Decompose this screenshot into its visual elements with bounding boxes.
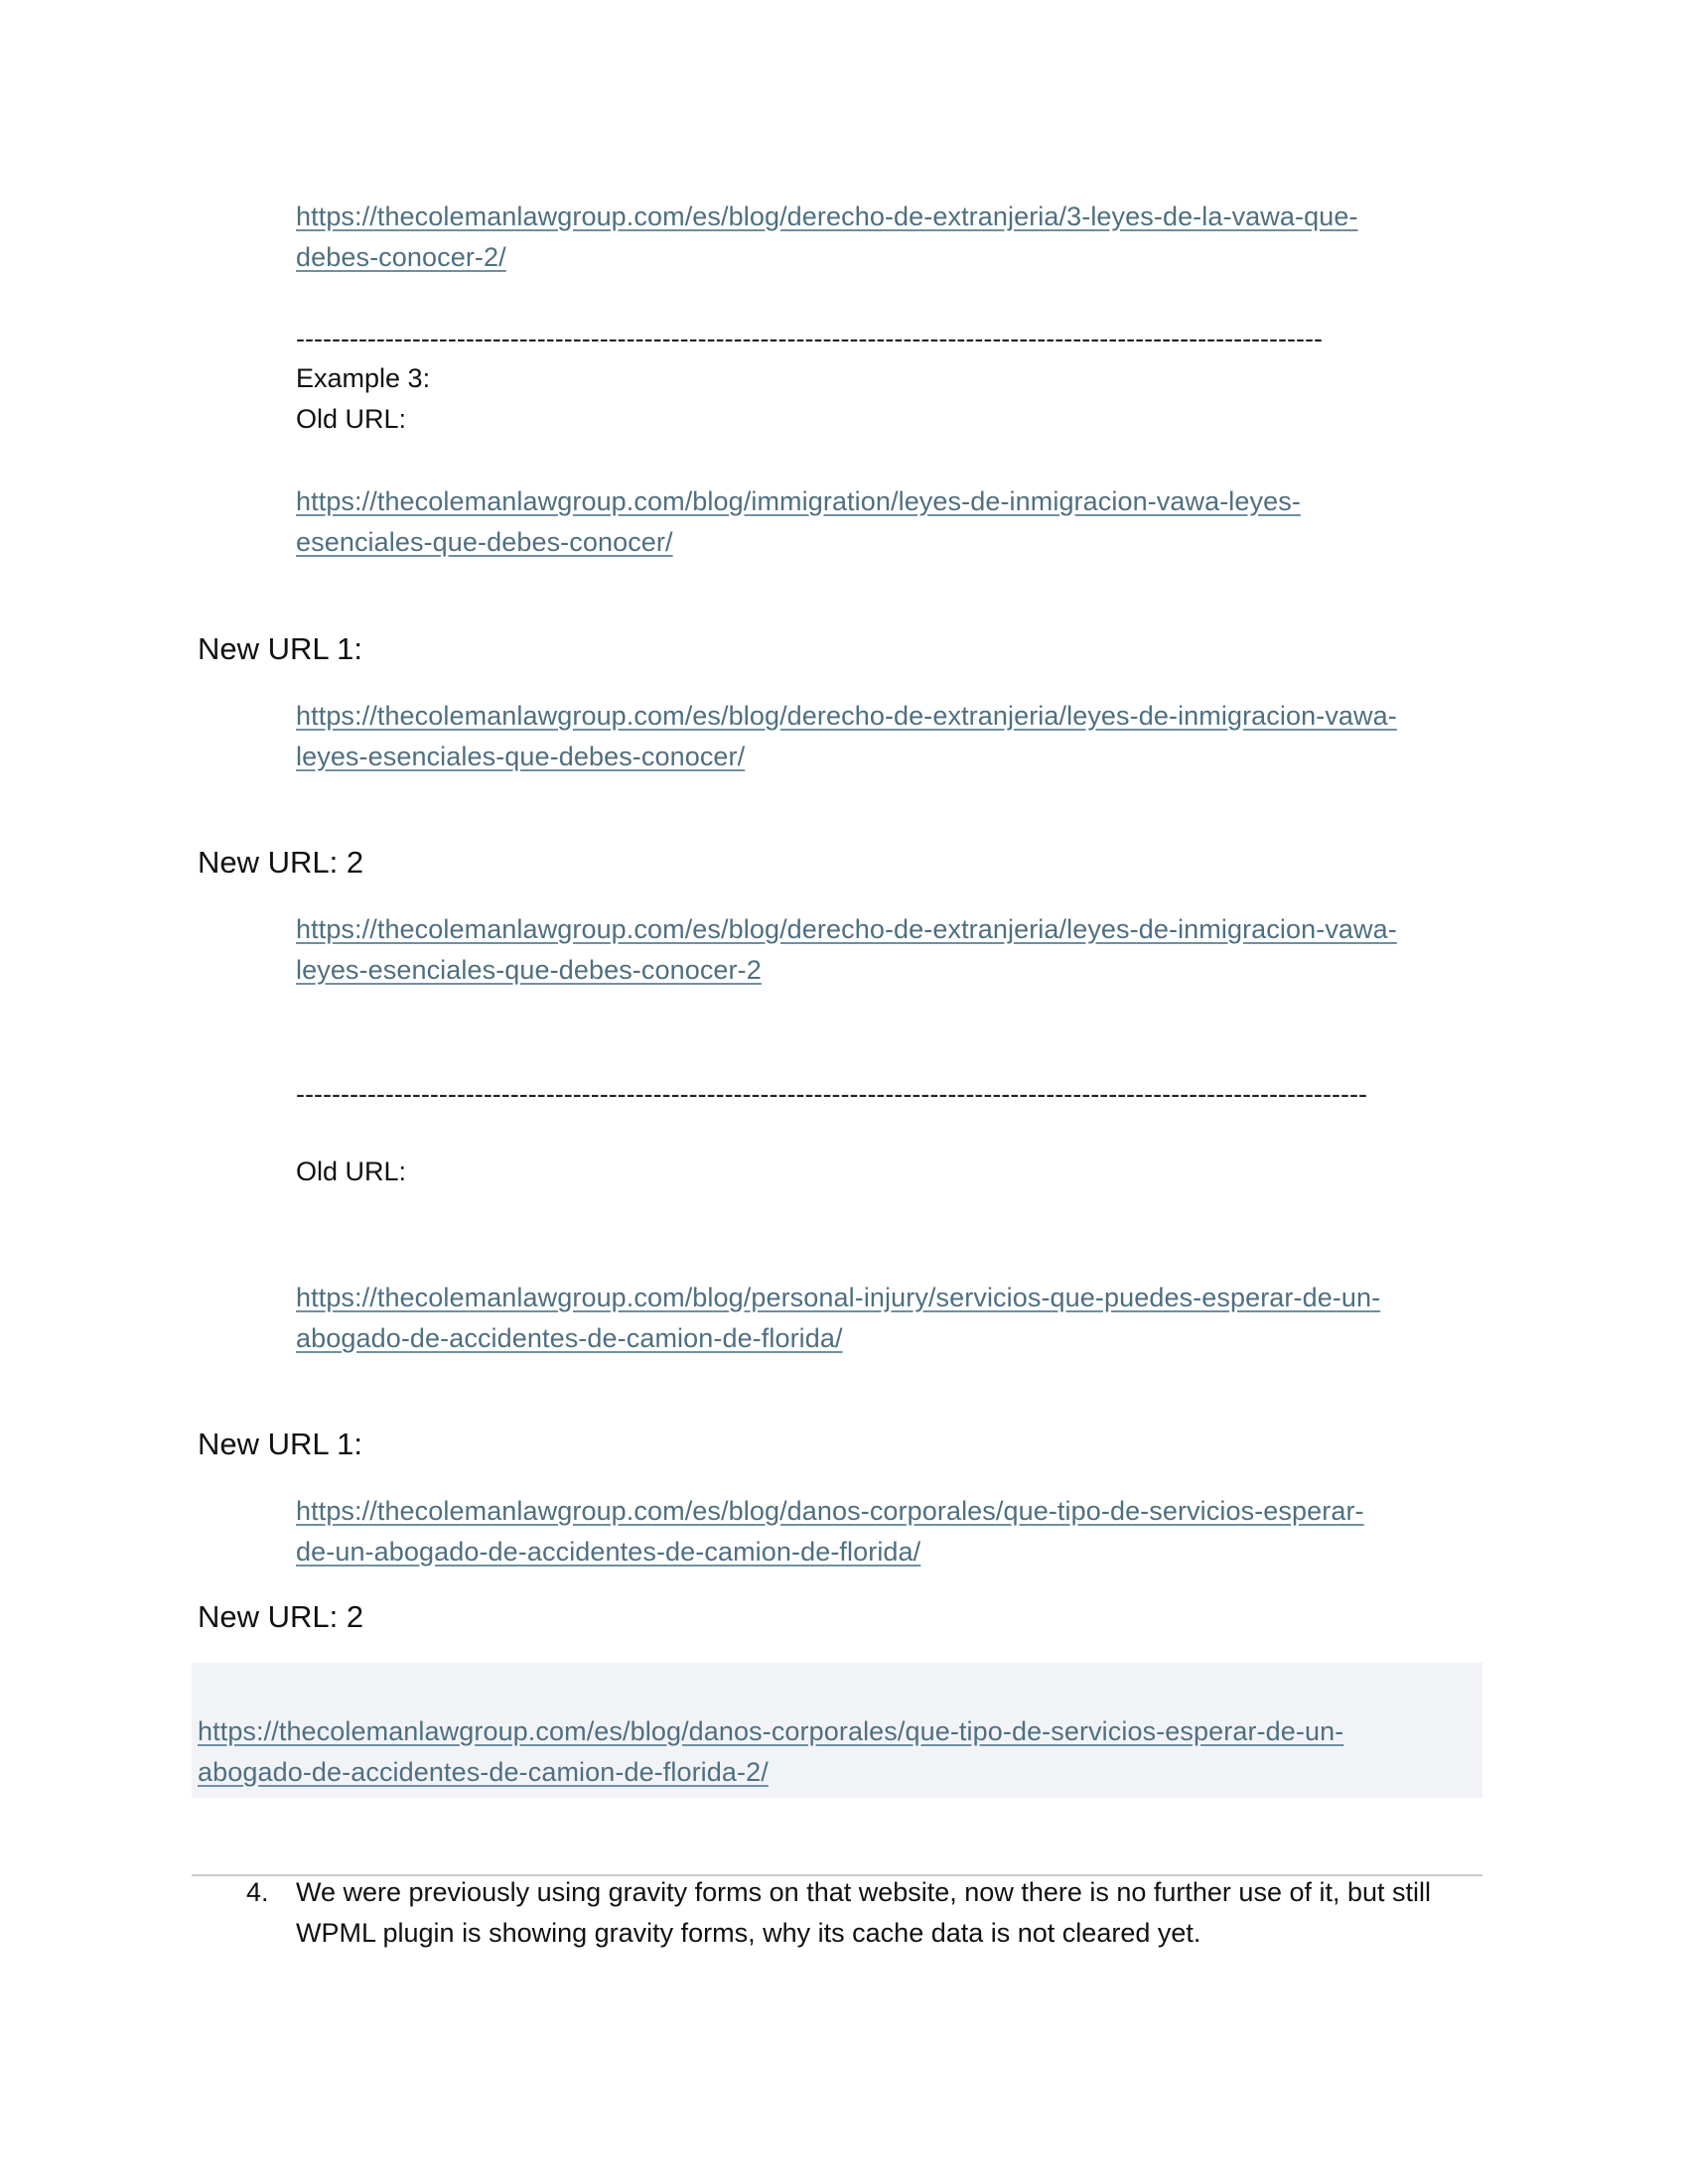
- example-4-new-url-2-line1[interactable]: https://thecolemanlawgroup.com/es/blog/danos-corporales/que-tipo-de-servicios-esperar-de-un-: [198, 1716, 1344, 1746]
- example-3-old-url-label: Old URL:: [296, 404, 407, 434]
- example-4-new-url-2-link[interactable]: [198, 1711, 1343, 1793]
- example-3-old-url-line2[interactable]: esenciales-que-debes-conocer/: [296, 527, 673, 557]
- list-item-text: [296, 1872, 1431, 1954]
- example-3-old-url-link[interactable]: [296, 481, 1301, 563]
- example-4-old-url-line1[interactable]: https://thecolemanlawgroup.com/blog/personal-injury/servicios-que-puedes-esperar-de-un-: [296, 1283, 1381, 1312]
- example-3-new-url-1-link[interactable]: [296, 696, 1397, 777]
- example-4-new-url-1-label: New URL 1:: [198, 1427, 362, 1461]
- example-4-new-url-1-line2[interactable]: de-un-abogado-de-accidentes-de-camion-de-florida/: [296, 1537, 921, 1567]
- example-3-new-url-1-line2[interactable]: leyes-esenciales-que-debes-conocer/: [296, 742, 746, 771]
- example-3-new-url-1-label: New URL 1:: [198, 631, 362, 666]
- example-4-new-url-2-line2[interactable]: abogado-de-accidentes-de-camion-de-florida-2/: [198, 1757, 769, 1787]
- example-3-old-url-line1[interactable]: https://thecolemanlawgroup.com/blog/immigration/leyes-de-inmigracion-vawa-leyes-: [296, 486, 1301, 516]
- top-link-line2[interactable]: debes-conocer-2/: [296, 242, 506, 272]
- example-4-old-url-label: Old URL:: [296, 1157, 407, 1186]
- example-3-new-url-2-link[interactable]: [296, 909, 1397, 991]
- example-3-new-url-2-line1[interactable]: https://thecolemanlawgroup.com/es/blog/derecho-de-extranjeria/leyes-de-inmigracion-vawa-: [296, 914, 1397, 944]
- example-4-new-url-1-line1[interactable]: https://thecolemanlawgroup.com/es/blog/danos-corporales/que-tipo-de-servicios-esperar-: [296, 1496, 1364, 1526]
- list-item-line2: WPML plugin is showing gravity forms, why its cache data is not cleared yet.: [296, 1918, 1201, 1948]
- example-4-new-url-2-label: New URL: 2: [198, 1599, 364, 1634]
- separator-2: ------------------------------------------------------------------------------------------------------------------------: [296, 1079, 1367, 1109]
- top-link[interactable]: [296, 197, 1358, 278]
- separator-1: -------------------------------------------------------------------------------------------------------------------: [296, 324, 1323, 353]
- example-3-title: Example 3:: [296, 363, 431, 393]
- example-3-new-url-1-line1[interactable]: https://thecolemanlawgroup.com/es/blog/derecho-de-extranjeria/leyes-de-inmigracion-vawa-: [296, 701, 1397, 731]
- list-item-number: 4.: [246, 1877, 269, 1907]
- list-item-line1: We were previously using gravity forms on that website, now there is no further use of it, but still: [296, 1877, 1432, 1907]
- top-link-line1[interactable]: https://thecolemanlawgroup.com/es/blog/derecho-de-extranjeria/3-leyes-de-la-vawa-que-: [296, 202, 1358, 231]
- example-4-old-url-link[interactable]: [296, 1278, 1380, 1359]
- example-4-new-url-1-link[interactable]: [296, 1491, 1364, 1572]
- example-4-old-url-line2[interactable]: abogado-de-accidentes-de-camion-de-florida/: [296, 1323, 843, 1353]
- example-3-new-url-2-line2[interactable]: leyes-esenciales-que-debes-conocer-2: [296, 955, 762, 985]
- example-3-new-url-2-label: New URL: 2: [198, 845, 364, 880]
